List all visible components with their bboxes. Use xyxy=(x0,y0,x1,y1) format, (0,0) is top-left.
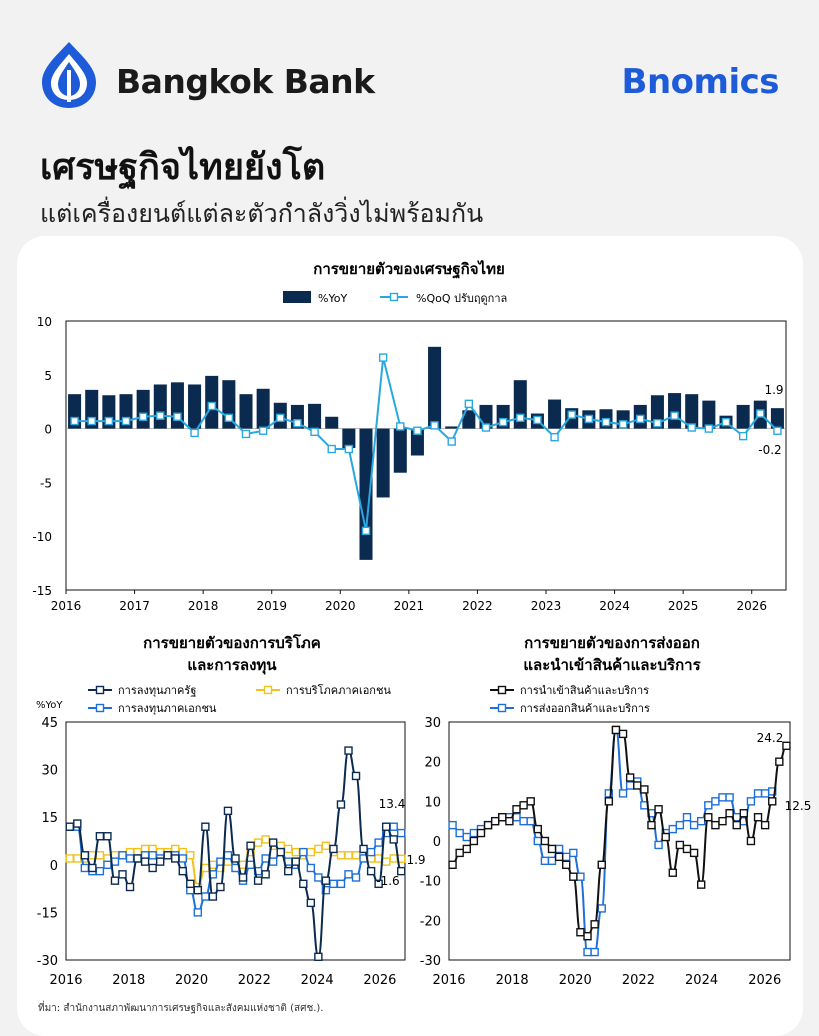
series-point xyxy=(669,826,676,833)
y-tick-label: 0 xyxy=(432,835,441,850)
series-point xyxy=(762,822,769,829)
series-point xyxy=(292,849,299,856)
series-point xyxy=(202,864,209,871)
y-tick-label: -15 xyxy=(32,584,52,598)
series-point xyxy=(270,839,277,846)
bar-yoy xyxy=(308,404,321,429)
series-point xyxy=(698,818,705,825)
point-qoq xyxy=(123,418,130,425)
series-point xyxy=(563,861,570,868)
legend-label: การบริโภคภาคเอกชน xyxy=(286,684,391,697)
series-point xyxy=(719,818,726,825)
legend-qoq-marker xyxy=(391,294,398,301)
series-point xyxy=(398,830,405,837)
chart-title: และการลงทุน xyxy=(187,656,277,674)
chart-title: การขยายตัวของการส่งออก xyxy=(524,634,700,652)
series-point xyxy=(783,742,790,749)
point-qoq xyxy=(311,428,318,435)
series-point xyxy=(224,852,231,859)
point-qoq xyxy=(260,427,267,434)
point-qoq xyxy=(174,413,181,420)
point-qoq xyxy=(568,411,575,418)
series-point xyxy=(683,814,690,821)
x-tick-label: 2018 xyxy=(112,973,146,988)
series-point xyxy=(104,861,111,868)
point-qoq xyxy=(140,413,147,420)
series-point xyxy=(322,842,329,849)
series-point xyxy=(89,864,96,871)
series-point xyxy=(255,877,262,884)
page-title: เศรษฐกิจไทยยังโต xyxy=(40,147,326,188)
annotation-label: 1.9 xyxy=(406,853,426,867)
point-qoq xyxy=(757,410,764,417)
series-point xyxy=(375,839,382,846)
series-point xyxy=(330,880,337,887)
point-qoq xyxy=(654,420,661,427)
point-qoq xyxy=(345,446,352,453)
series-point xyxy=(499,814,506,821)
series-point xyxy=(142,858,149,865)
y-axis-label: %YoY xyxy=(36,700,63,711)
chart-title: การขยายตัวของการบริโภค xyxy=(143,634,321,652)
series-point xyxy=(655,841,662,848)
legend-marker xyxy=(499,687,506,694)
series-point xyxy=(492,818,499,825)
y-tick-label: -20 xyxy=(419,914,441,930)
series-point xyxy=(591,949,598,956)
series-point xyxy=(330,845,337,852)
point-qoq xyxy=(500,419,507,426)
series-point xyxy=(383,823,390,830)
series-point xyxy=(456,830,463,837)
bar-yoy xyxy=(188,384,201,428)
y-tick-label: -30 xyxy=(36,954,58,969)
x-tick-label: 2017 xyxy=(119,599,150,613)
series-point xyxy=(209,861,216,868)
bar-yoy xyxy=(737,405,750,429)
series-point xyxy=(556,853,563,860)
series-point xyxy=(570,873,577,880)
series-point xyxy=(527,798,534,805)
series-point xyxy=(762,790,769,797)
bar-yoy xyxy=(325,417,338,429)
legend-marker xyxy=(97,705,104,712)
series-point xyxy=(556,845,563,852)
series-point xyxy=(506,818,513,825)
x-tick-label: 2018 xyxy=(495,973,529,988)
bnomics-logo: Bnomics xyxy=(621,62,779,102)
series-point xyxy=(368,849,375,856)
series-point xyxy=(705,802,712,809)
legend-yoy-label: %YoY xyxy=(318,292,348,305)
series-point xyxy=(232,855,239,862)
series-point xyxy=(662,834,669,841)
y-tick-label: 0 xyxy=(49,858,58,874)
series-point xyxy=(470,830,477,837)
series-point xyxy=(534,838,541,845)
series-point xyxy=(634,782,641,789)
chart-title: การขยายตัวของเศรษฐกิจไทย xyxy=(313,260,505,278)
series-point xyxy=(712,822,719,829)
series-point xyxy=(96,833,103,840)
series-point xyxy=(96,852,103,859)
point-qoq xyxy=(637,415,644,422)
series-point xyxy=(255,839,262,846)
series-point xyxy=(598,905,605,912)
point-qoq xyxy=(397,423,404,430)
bar-yoy xyxy=(445,426,458,428)
series-point xyxy=(270,858,277,865)
point-qoq xyxy=(243,430,250,437)
series-point xyxy=(111,877,118,884)
series-point xyxy=(300,849,307,856)
x-tick-label: 2016 xyxy=(49,973,83,988)
series-point xyxy=(669,869,676,876)
series-point xyxy=(300,880,307,887)
series-point xyxy=(202,823,209,830)
point-qoq xyxy=(705,425,712,432)
series-point xyxy=(66,855,73,862)
y-tick-label: -10 xyxy=(32,530,52,545)
page-subtitle: แต่เครื่องยนต์แต่ละตัวกำลังวิ่งไม่พร้อมกัน xyxy=(40,199,484,228)
series-point xyxy=(549,857,556,864)
series-point xyxy=(164,852,171,859)
y-tick-label: 30 xyxy=(41,763,58,779)
x-tick-label: 2022 xyxy=(462,599,493,613)
point-qoq xyxy=(71,418,78,425)
series-point xyxy=(683,845,690,852)
point-qoq xyxy=(191,429,198,436)
series-point xyxy=(345,747,352,754)
series-point xyxy=(337,801,344,808)
series-point xyxy=(81,864,88,871)
series-point xyxy=(477,830,484,837)
series-point xyxy=(747,798,754,805)
series-point xyxy=(776,758,783,765)
series-point xyxy=(449,822,456,829)
series-point xyxy=(202,893,209,900)
series-point xyxy=(598,861,605,868)
series-point xyxy=(563,853,570,860)
point-qoq xyxy=(465,400,472,407)
y-tick-label: -30 xyxy=(419,954,441,969)
point-qoq xyxy=(585,415,592,422)
y-tick-label: 10 xyxy=(424,795,441,811)
point-qoq xyxy=(517,414,524,421)
series-point xyxy=(719,794,726,801)
series-point xyxy=(292,858,299,865)
point-qoq xyxy=(671,412,678,419)
series-point xyxy=(655,806,662,813)
series-point xyxy=(172,855,179,862)
bar-yoy xyxy=(428,347,441,429)
legend-marker xyxy=(97,687,104,694)
legend-label: การลงทุนภาครัฐ xyxy=(118,684,197,697)
legend-qoq-label: %QoQ ปรับฤดูกาล xyxy=(416,292,508,305)
series-point xyxy=(733,822,740,829)
annotation-yoy-last: 1.9 xyxy=(764,383,784,397)
series-point xyxy=(612,726,619,733)
series-point xyxy=(520,818,527,825)
series-point xyxy=(307,899,314,906)
series-point xyxy=(149,852,156,859)
series-point xyxy=(315,874,322,881)
series-point xyxy=(620,790,627,797)
series-point xyxy=(74,855,81,862)
series-point xyxy=(470,838,477,845)
series-point xyxy=(179,868,186,875)
series-point xyxy=(307,849,314,856)
series-point xyxy=(520,802,527,809)
x-tick-label: 2026 xyxy=(736,599,767,613)
series-point xyxy=(187,852,194,859)
series-point xyxy=(194,909,201,916)
point-qoq xyxy=(483,424,490,431)
bar-yoy xyxy=(668,393,681,429)
series-point xyxy=(104,833,111,840)
series-point xyxy=(322,877,329,884)
point-qoq xyxy=(431,422,438,429)
x-tick-label: 2026 xyxy=(363,973,397,988)
x-tick-label: 2025 xyxy=(667,599,699,613)
x-tick-label: 2024 xyxy=(685,973,719,988)
point-qoq xyxy=(88,418,95,425)
annotation-qoq-last: -0.2 xyxy=(758,443,782,457)
series-point xyxy=(315,845,322,852)
point-qoq xyxy=(534,416,541,423)
point-qoq xyxy=(294,420,301,427)
plot-frame xyxy=(66,722,405,960)
bar-yoy xyxy=(377,429,390,498)
series-point xyxy=(648,822,655,829)
bar-yoy xyxy=(137,390,150,429)
series-point xyxy=(456,849,463,856)
x-tick-label: 2020 xyxy=(175,973,209,988)
series-point xyxy=(383,858,390,865)
bar-yoy xyxy=(154,384,167,428)
x-tick-label: 2016 xyxy=(50,599,82,613)
point-qoq xyxy=(551,434,558,441)
point-qoq xyxy=(208,403,215,410)
series-point xyxy=(224,807,231,814)
bar-yoy xyxy=(394,429,407,473)
series-point xyxy=(262,871,269,878)
series-point xyxy=(66,823,73,830)
series-point xyxy=(698,881,705,888)
annotation-label: 13.4 xyxy=(378,797,406,811)
series-point xyxy=(368,868,375,875)
y-tick-label: -5 xyxy=(40,476,52,491)
point-qoq xyxy=(328,446,335,453)
series-point xyxy=(74,820,81,827)
series-point xyxy=(360,845,367,852)
series-point xyxy=(345,852,352,859)
series-point xyxy=(577,873,584,880)
series-point xyxy=(119,871,126,878)
series-point xyxy=(345,871,352,878)
series-point xyxy=(337,880,344,887)
point-qoq xyxy=(620,421,627,428)
x-tick-label: 2020 xyxy=(325,599,356,613)
series-point xyxy=(591,921,598,928)
y-tick-label: 15 xyxy=(41,811,58,827)
series-point xyxy=(534,826,541,833)
series-line xyxy=(70,839,401,887)
x-tick-label: 2023 xyxy=(530,599,562,613)
series-point xyxy=(485,822,492,829)
legend-marker xyxy=(265,687,272,694)
series-point xyxy=(353,874,360,881)
x-tick-label: 2016 xyxy=(432,973,466,988)
point-qoq xyxy=(380,354,387,361)
point-qoq xyxy=(157,412,164,419)
point-qoq xyxy=(740,433,747,440)
series-point xyxy=(570,849,577,856)
series-point xyxy=(627,782,634,789)
bar-yoy xyxy=(239,394,252,428)
y-tick-label: 20 xyxy=(424,755,441,771)
series-point xyxy=(676,841,683,848)
point-qoq xyxy=(277,414,284,421)
x-tick-label: 2024 xyxy=(300,973,334,988)
series-point xyxy=(584,949,591,956)
x-tick-label: 2024 xyxy=(599,599,630,613)
point-qoq xyxy=(774,427,781,434)
series-point xyxy=(353,852,360,859)
series-point xyxy=(463,845,470,852)
source-note: ที่มา: สำนักงานสภาพัฒนาการเศรษฐกิจและสังคมแห่งชาติ (สศช.). xyxy=(38,1003,324,1014)
annotation-label: 24.2 xyxy=(756,731,784,745)
series-point xyxy=(285,845,292,852)
series-point xyxy=(307,864,314,871)
x-tick-label: 2018 xyxy=(187,599,219,613)
point-qoq xyxy=(603,419,610,426)
x-tick-label: 2019 xyxy=(256,599,287,613)
point-qoq xyxy=(688,424,695,431)
series-point xyxy=(149,864,156,871)
legend-yoy-swatch xyxy=(283,291,311,303)
series-point xyxy=(187,880,194,887)
point-qoq xyxy=(363,527,370,534)
y-tick-label: -15 xyxy=(36,906,58,922)
series-point xyxy=(209,893,216,900)
point-qoq xyxy=(105,418,112,425)
series-point xyxy=(620,730,627,737)
series-point xyxy=(541,838,548,845)
series-point xyxy=(157,858,164,865)
bar-yoy xyxy=(548,400,561,429)
series-point xyxy=(527,818,534,825)
series-point xyxy=(277,849,284,856)
series-point xyxy=(247,842,254,849)
series-point xyxy=(247,861,254,868)
legend-label: การนำเข้าสินค้าและบริการ xyxy=(520,684,650,697)
legend-label: การส่งออกสินค้าและบริการ xyxy=(520,702,650,715)
series-point xyxy=(577,929,584,936)
series-point xyxy=(179,855,186,862)
series-point xyxy=(463,834,470,841)
annotation-label: -1.6 xyxy=(376,874,400,888)
series-point xyxy=(605,798,612,805)
series-point xyxy=(755,814,762,821)
series-point xyxy=(81,852,88,859)
legend-label: การลงทุนภาคเอกชน xyxy=(118,702,217,715)
series-point xyxy=(705,814,712,821)
series-point xyxy=(769,798,776,805)
y-tick-label: 30 xyxy=(424,716,441,731)
series-point xyxy=(513,806,520,813)
series-point xyxy=(353,772,360,779)
series-point xyxy=(676,822,683,829)
series-point xyxy=(285,868,292,875)
chart-title: และนำเข้าสินค้าและบริการ xyxy=(523,656,701,674)
series-point xyxy=(194,887,201,894)
y-tick-label: 10 xyxy=(36,315,52,329)
series-point xyxy=(217,884,224,891)
brand-name: Bangkok Bank xyxy=(116,62,375,101)
series-point xyxy=(119,852,126,859)
legend-marker xyxy=(499,705,506,712)
series-point xyxy=(449,861,456,868)
x-tick-label: 2021 xyxy=(393,599,425,613)
series-point xyxy=(127,855,134,862)
plot-frame xyxy=(66,321,786,590)
x-tick-label: 2020 xyxy=(558,973,592,988)
y-tick-label: 0 xyxy=(44,422,52,437)
series-point xyxy=(712,798,719,805)
point-qoq xyxy=(448,438,455,445)
y-tick-label: -10 xyxy=(419,874,441,890)
series-point xyxy=(96,868,103,875)
x-tick-label: 2026 xyxy=(748,973,782,988)
series-point xyxy=(691,849,698,856)
series-point xyxy=(315,953,322,960)
point-qoq xyxy=(723,419,730,426)
series-point xyxy=(240,874,247,881)
series-point xyxy=(584,933,591,940)
x-tick-label: 2022 xyxy=(237,973,271,988)
point-qoq xyxy=(414,427,421,434)
y-tick-label: 45 xyxy=(41,716,58,731)
series-point xyxy=(134,855,141,862)
annotation-label: 12.5 xyxy=(784,799,812,813)
series-point xyxy=(755,790,762,797)
series-point xyxy=(747,838,754,845)
series-point xyxy=(726,810,733,817)
series-point xyxy=(390,823,397,830)
series-point xyxy=(627,774,634,781)
x-tick-label: 2022 xyxy=(621,973,655,988)
bar-yoy xyxy=(257,389,270,429)
series-point xyxy=(641,786,648,793)
series-point xyxy=(541,857,548,864)
y-tick-label: 5 xyxy=(44,368,52,383)
series-point xyxy=(262,836,269,843)
series-point xyxy=(127,884,134,891)
series-point xyxy=(262,855,269,862)
series-point xyxy=(337,852,344,859)
point-qoq xyxy=(225,414,232,421)
series-point xyxy=(740,810,747,817)
series-point xyxy=(390,855,397,862)
series-point xyxy=(549,845,556,852)
series-point xyxy=(726,794,733,801)
series-point xyxy=(390,836,397,843)
series-point xyxy=(691,822,698,829)
